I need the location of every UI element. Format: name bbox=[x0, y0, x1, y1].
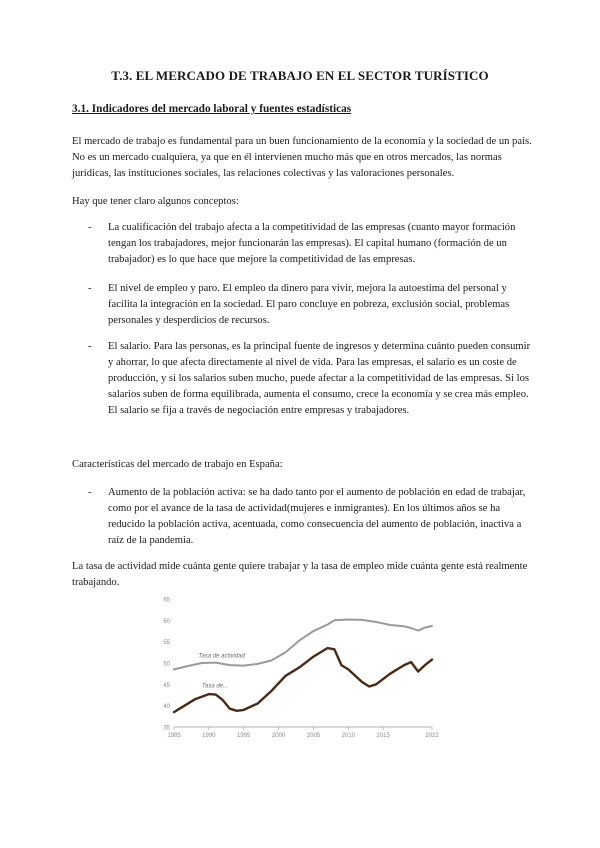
x-tick-label: 1990 bbox=[202, 733, 216, 739]
bullet-marker: - bbox=[88, 283, 92, 294]
page-title: T.3. EL MERCADO DE TRABAJO EN EL SECTOR TURÍSTICO bbox=[111, 68, 489, 83]
x-tick-label: 2005 bbox=[306, 733, 321, 739]
concepts-intro: Hay que tener claro algunos conceptos: bbox=[72, 196, 239, 207]
series-line-actividad bbox=[174, 620, 432, 670]
concept-item: El salario. Para las personas, es la principal fuente de ingresos y determina cuánto pueden consumir y ahorrar, lo que afecta directamente al nivel de vida. Para las empresas, el salario es un coste de producción, y si los salarios suben mucho, puede afectar a la competitividad de las empresas. Si los salarios suben de forma equilibrada, aumenta el consumo, crece la economía y se crea más empleo. El salario se fija a través de negociación entre empresas y trabajadores. bbox=[108, 341, 531, 416]
y-tick-label: 55 bbox=[163, 640, 170, 647]
y-tick-label: 40 bbox=[163, 704, 170, 711]
concept-item: La cualificación del trabajo afecta a la competitividad de las empresas (cuanto mayor formación tengan los trabajadores, mejor funcionarán las empresas). El capital humano (formación de un trabajador) es lo que hace que mejore la competitividad de las empresas. bbox=[108, 222, 516, 265]
characteristics-intro: Características del mercado de trabajo en España: bbox=[72, 459, 283, 470]
bullet-marker: - bbox=[88, 487, 92, 498]
section-heading: 3.1. Indicadores del mercado laboral y fuentes estadísticas bbox=[72, 103, 352, 115]
x-tick-label: 2022 bbox=[425, 733, 439, 739]
y-tick-label: 65 bbox=[163, 597, 170, 604]
y-tick-label: 60 bbox=[163, 618, 170, 625]
x-tick-label: 2015 bbox=[376, 733, 390, 739]
activity-employment-chart bbox=[0, 592, 600, 742]
x-tick-label: 2000 bbox=[271, 733, 286, 739]
chart-caption: La tasa de actividad mide cuánta gente quiere trabajar y la tasa de empleo mide cuánta gente está realmente trabajando. bbox=[72, 561, 528, 588]
y-tick-label: 35 bbox=[163, 725, 170, 732]
concept-item: El nivel de empleo y paro. El empleo da dinero para vivir, mejora la autoestima del personal y facilita la integración en la sociedad. El paro concluye en pobreza, exclusión social, problemas personales y desperdicios de recursos. bbox=[108, 283, 510, 326]
x-tick-label: 2010 bbox=[341, 733, 356, 739]
y-tick-label: 45 bbox=[163, 682, 170, 689]
bullet-marker: - bbox=[88, 222, 92, 233]
characteristic-item: Aumento de la población activa: se ha dado tanto por el aumento de población en edad de trabajar, como por el avance de la tasa de actividad(mujeres e inmigrantes). En los últimos años se ha reducido la población activa, acentuada, como consecuencia del aumento de población, inactiva a raíz de la pandemia. bbox=[108, 487, 526, 546]
x-tick-label: 1985 bbox=[167, 733, 181, 739]
x-tick-label: 1995 bbox=[237, 733, 251, 739]
series-label-empleo: Tasa de... bbox=[201, 683, 229, 690]
series-label-actividad: Tasa de actividad bbox=[198, 653, 245, 660]
bullet-marker: - bbox=[88, 341, 92, 352]
y-tick-label: 50 bbox=[163, 661, 170, 668]
intro-paragraph: El mercado de trabajo es fundamental para un buen funcionamiento de la economía y la sociedad de un país. No es un mercado cualquiera, ya que en él intervienen mucho más que en otros mercados, las normas jurídicas, las instituciones sociales, las relaciones colectivas y las valoraciones personales. bbox=[72, 136, 532, 179]
